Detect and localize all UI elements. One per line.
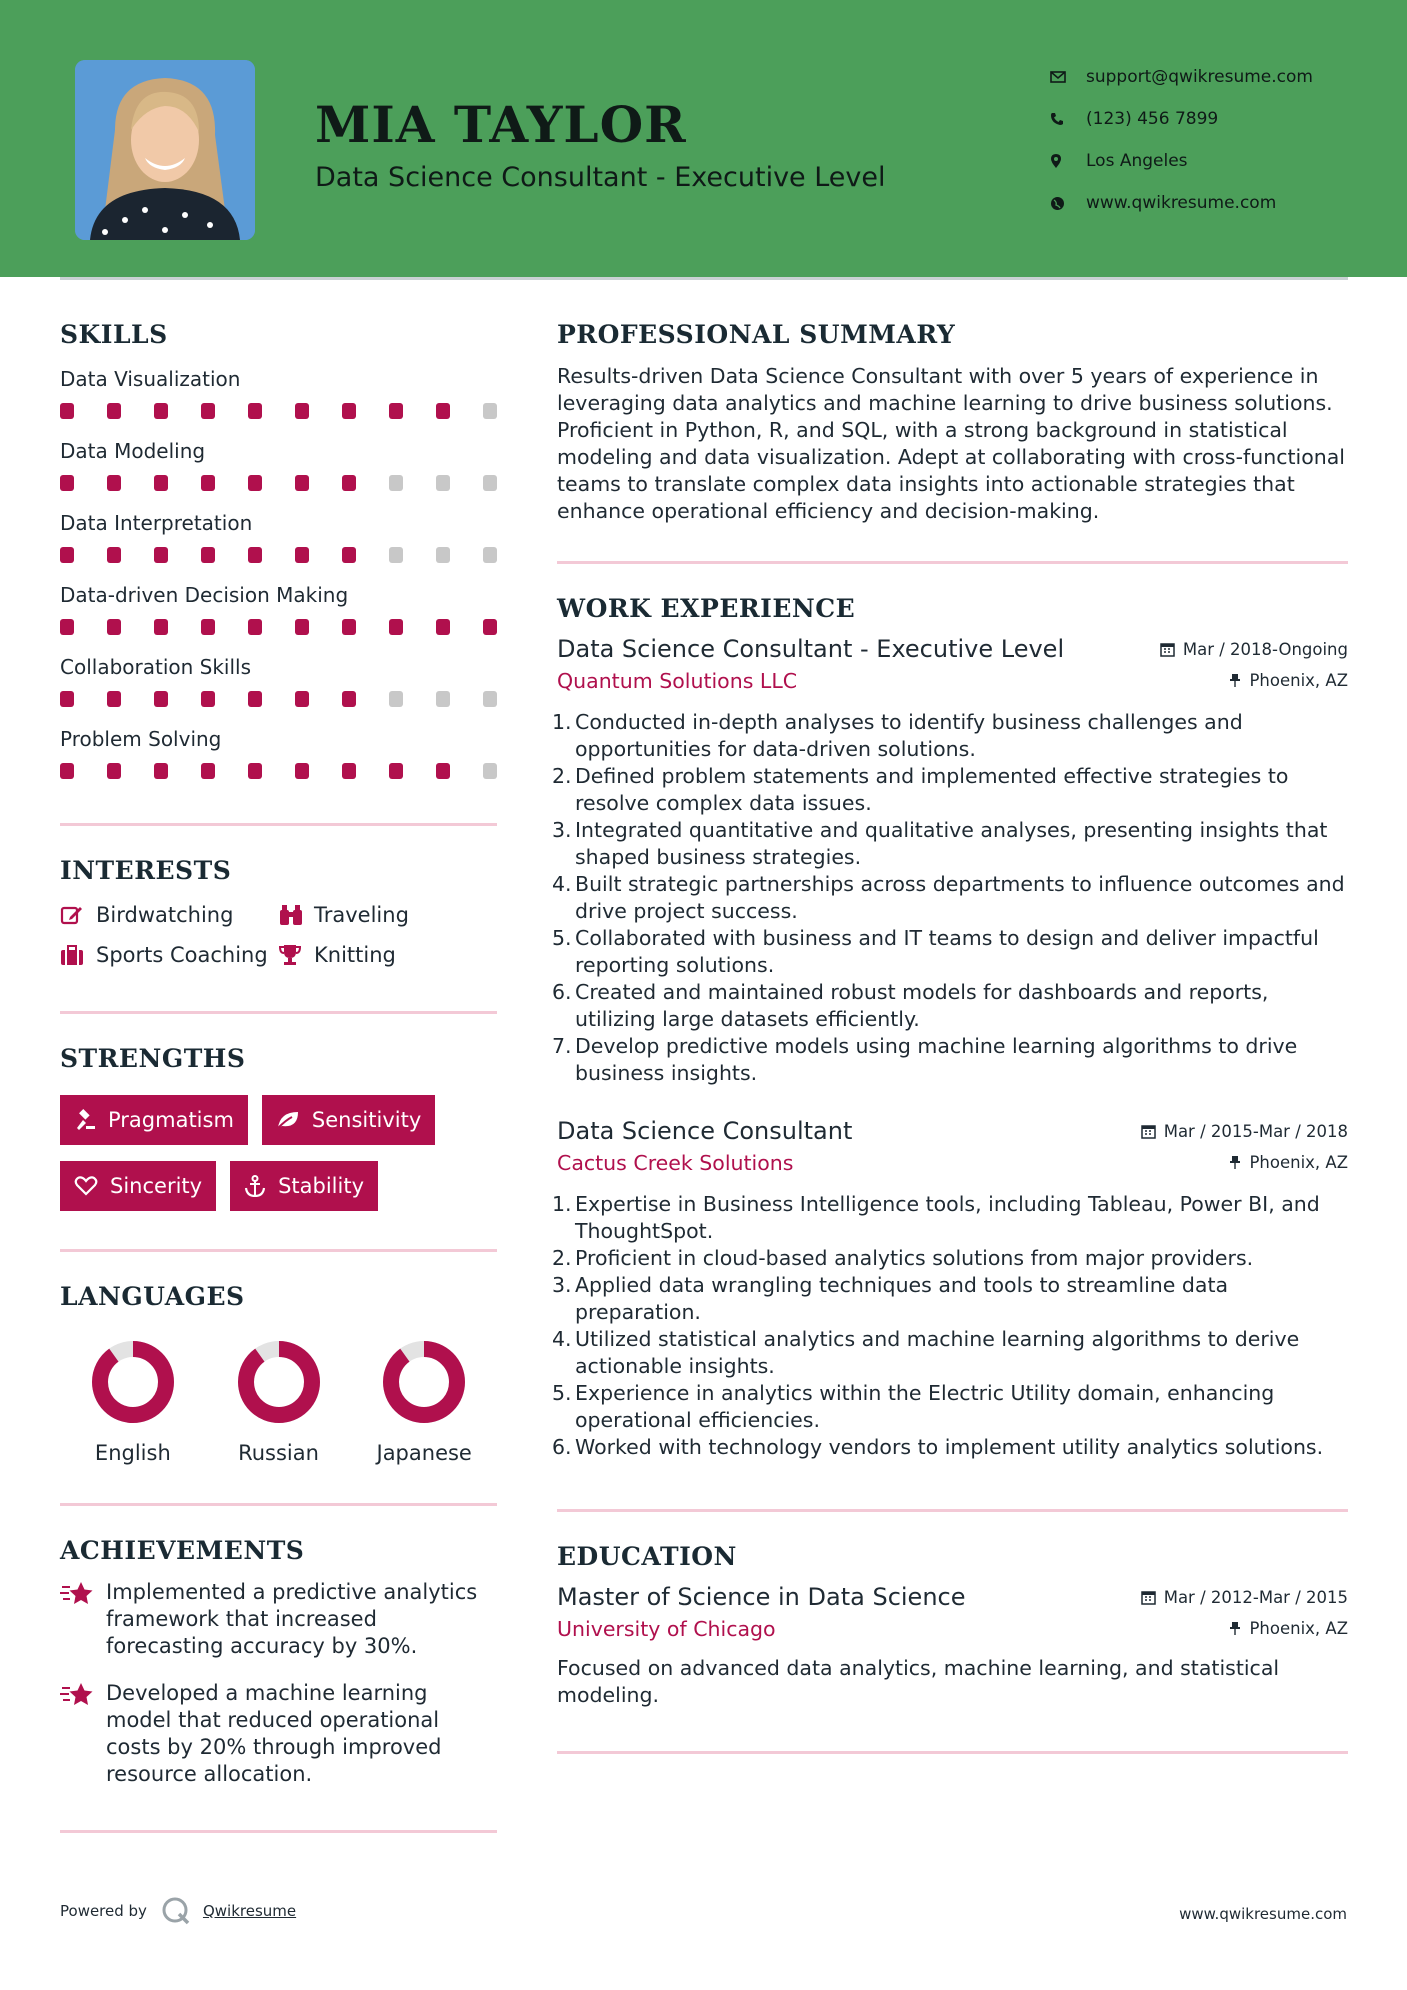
- job-location: [1229, 1153, 1348, 1172]
- list-item: [552, 871, 1348, 925]
- achievements-list: [60, 1579, 497, 1788]
- right-column: [552, 320, 1348, 1754]
- rating-dot-empty: [436, 475, 450, 491]
- job-bullets: [552, 709, 1348, 1087]
- rating-dot-filled: [295, 403, 309, 419]
- language-donut: [381, 1339, 467, 1425]
- school-name: University of Chicago: [557, 1617, 776, 1641]
- list-item: [552, 1272, 1348, 1326]
- skill-name: Data Visualization: [60, 367, 241, 391]
- education-location-text: Phoenix, AZ: [1249, 1619, 1348, 1638]
- contact-website-text: www.qwikresume.com: [1086, 193, 1277, 213]
- strength-label: Sensitivity: [311, 1108, 422, 1132]
- qwikresume-logo-icon: [161, 1896, 191, 1926]
- job-dates-text: Mar / 2015-Mar / 2018: [1163, 1122, 1348, 1141]
- skill-name: Collaboration Skills: [60, 655, 252, 679]
- rating-dot-filled: [248, 475, 262, 491]
- contact-location: [1050, 140, 1380, 182]
- job-bullets: [552, 1191, 1348, 1461]
- rating-dot-empty: [389, 475, 403, 491]
- rating-dot-filled: [107, 691, 121, 707]
- contact-website[interactable]: [1050, 182, 1380, 224]
- rating-dot-filled: [60, 691, 74, 707]
- left-column: [60, 320, 497, 1833]
- rating-dot-filled: [154, 763, 168, 779]
- powered-by-text: Powered by: [60, 1902, 147, 1920]
- skill-name: Data-driven Decision Making: [60, 583, 349, 607]
- contact-location-text: Los Angeles: [1086, 151, 1188, 171]
- interests-heading: INTERESTS: [60, 856, 232, 885]
- pin-icon: [1229, 1155, 1241, 1170]
- list-number: 3.: [552, 1273, 572, 1297]
- rating-dot-filled: [295, 691, 309, 707]
- rating-dot-filled: [436, 763, 450, 779]
- list-item-text: Utilized statistical analytics and machine learning algorithms to derive actionable insights.: [575, 1327, 1300, 1378]
- job-title: Data Science Consultant: [557, 1117, 853, 1145]
- job-entry: [552, 635, 1348, 1087]
- rating-dot-filled: [389, 763, 403, 779]
- rating-dot-filled: [436, 619, 450, 635]
- rating-dot-empty: [389, 547, 403, 563]
- language-item: [351, 1339, 497, 1465]
- rating-dot-filled: [295, 475, 309, 491]
- skill-rating: [60, 763, 497, 779]
- rating-dot-filled: [483, 619, 497, 635]
- candidate-name: MIA TAYLOR: [315, 95, 687, 154]
- rating-dot-filled: [201, 763, 215, 779]
- list-item-text: Develop predictive models using machine learning algorithms to drive business insights.: [575, 1034, 1298, 1085]
- rating-dot-filled: [60, 619, 74, 635]
- rating-dot-filled: [389, 403, 403, 419]
- list-number: 3.: [552, 818, 572, 842]
- language-donut: [236, 1339, 322, 1425]
- rating-dot-filled: [389, 619, 403, 635]
- rating-dot-filled: [107, 403, 121, 419]
- interest-item: [60, 943, 278, 967]
- list-number: 5.: [552, 1381, 572, 1405]
- binoculars-icon: [278, 904, 314, 926]
- rating-dot-empty: [483, 475, 497, 491]
- contact-email-text: support@qwikresume.com: [1086, 67, 1313, 87]
- list-item-text: Experience in analytics within the Electric Utility domain, enhancing operational efficiencies.: [575, 1381, 1275, 1432]
- achievement-item: [60, 1579, 497, 1660]
- summary-text: Results-driven Data Science Consultant with over 5 years of experience in leveraging data analytics and machine learning to drive business solutions. Proficient in Python, R, and SQL, with a strong background in statistical modeling and data visualization. Adept at collaborating with cross-functional teams to translate complex data insights into actionable strategies that enhance operational efficiency and decision-making.: [557, 364, 1345, 523]
- list-number: 7.: [552, 1034, 572, 1058]
- list-item-text: Worked with technology vendors to implement utility analytics solutions.: [575, 1435, 1324, 1459]
- donut-fill: [246, 1349, 312, 1415]
- interest-item: [278, 903, 497, 927]
- job-company-row: [557, 669, 1348, 693]
- list-number: 1.: [552, 1192, 572, 1216]
- skill-name: Problem Solving: [60, 727, 222, 751]
- achievement-item: [60, 1680, 497, 1788]
- company-name: Quantum Solutions LLC: [557, 669, 798, 693]
- profile-photo: [75, 60, 255, 240]
- rating-dot-filled: [154, 403, 168, 419]
- rating-dot-filled: [107, 547, 121, 563]
- rating-dot-filled: [201, 619, 215, 635]
- job-entry: [552, 1117, 1348, 1461]
- language-item: [60, 1339, 206, 1465]
- list-item: [552, 709, 1348, 763]
- skill-rating: [60, 547, 497, 563]
- experience-heading: WORK EXPERIENCE: [557, 594, 856, 623]
- education-dates-text: Mar / 2012-Mar / 2015: [1163, 1588, 1348, 1607]
- rating-dot-filled: [154, 619, 168, 635]
- interest-label: Knitting: [314, 943, 396, 967]
- rating-dot-empty: [436, 691, 450, 707]
- gavel-icon: [74, 1109, 96, 1131]
- section-divider: [60, 1011, 497, 1014]
- pin-icon: [1229, 1621, 1241, 1636]
- star-badge-icon: [60, 1680, 106, 1788]
- contact-phone-text: (123) 456 7899: [1086, 109, 1219, 129]
- education-school-row: [557, 1617, 1348, 1641]
- contact-email[interactable]: [1050, 56, 1380, 98]
- footer-website[interactable]: www.qwikresume.com: [1179, 1905, 1347, 1923]
- rating-dot-filled: [60, 403, 74, 419]
- list-item: [552, 979, 1348, 1033]
- rating-dot-filled: [248, 547, 262, 563]
- interest-item: [278, 943, 497, 967]
- skill-rating: [60, 619, 497, 635]
- job-location-text: Phoenix, AZ: [1249, 1153, 1348, 1172]
- list-number: 5.: [552, 926, 572, 950]
- job-dates: [1141, 1122, 1348, 1141]
- header-divider: [60, 277, 1348, 280]
- calendar-icon: [1141, 1590, 1156, 1605]
- calendar-icon: [1160, 642, 1175, 657]
- rating-dot-filled: [248, 763, 262, 779]
- footer-powered-by: [60, 1896, 296, 1926]
- rating-dot-filled: [201, 691, 215, 707]
- list-number: 6.: [552, 1435, 572, 1459]
- rating-dot-filled: [154, 475, 168, 491]
- job-dates: [1160, 640, 1348, 659]
- interest-label: Traveling: [314, 903, 409, 927]
- strength-label: Sincerity: [110, 1174, 203, 1198]
- degree-title: Master of Science in Data Science: [557, 1583, 966, 1611]
- list-number: 2.: [552, 1246, 572, 1270]
- briefcase-icon: [60, 944, 96, 966]
- language-item: [206, 1339, 352, 1465]
- strengths-list: [60, 1095, 497, 1211]
- rating-dot-filled: [342, 475, 356, 491]
- list-number: 6.: [552, 980, 572, 1004]
- list-item: [552, 763, 1348, 817]
- section-divider: [557, 561, 1348, 564]
- rating-dot-empty: [483, 403, 497, 419]
- jobs-list: [552, 635, 1348, 1461]
- job-company-row: [557, 1151, 1348, 1175]
- strengths-heading: STRENGTHS: [60, 1044, 246, 1073]
- list-item: [552, 1380, 1348, 1434]
- job-dates-text: Mar / 2018-Ongoing: [1182, 640, 1348, 659]
- rating-dot-empty: [436, 547, 450, 563]
- rating-dot-filled: [248, 619, 262, 635]
- education-location: [1229, 1619, 1348, 1638]
- language-name: Russian: [238, 1441, 319, 1465]
- skill-rating: [60, 691, 497, 707]
- rating-dot-filled: [107, 619, 121, 635]
- section-divider: [60, 1503, 497, 1506]
- rating-dot-filled: [295, 547, 309, 563]
- edit-icon: [60, 904, 96, 926]
- section-divider: [557, 1509, 1348, 1512]
- company-name: Cactus Creek Solutions: [557, 1151, 794, 1175]
- rating-dot-filled: [436, 403, 450, 419]
- heart-icon: [74, 1176, 98, 1196]
- rating-dot-filled: [248, 403, 262, 419]
- list-number: 4.: [552, 872, 572, 896]
- pin-icon: [1229, 673, 1241, 688]
- rating-dot-filled: [201, 547, 215, 563]
- skill-name: Data Interpretation: [60, 511, 253, 535]
- achievement-text: Implemented a predictive analytics framework that increased forecasting accuracy by 30%.: [106, 1580, 478, 1658]
- section-divider: [60, 1830, 497, 1833]
- list-item-text: Collaborated with business and IT teams to design and deliver impactful reporting solutions.: [575, 926, 1319, 977]
- education-dates: [1141, 1588, 1348, 1607]
- skills-list: [60, 367, 497, 779]
- list-item-text: Proficient in cloud-based analytics solutions from major providers.: [575, 1246, 1254, 1270]
- anchor-icon: [244, 1175, 266, 1197]
- list-item: [552, 925, 1348, 979]
- list-item: [552, 1033, 1348, 1087]
- rating-dot-filled: [154, 547, 168, 563]
- rating-dot-filled: [201, 403, 215, 419]
- rating-dot-filled: [60, 763, 74, 779]
- strength-tag: [230, 1161, 378, 1211]
- strength-tag: [60, 1161, 216, 1211]
- job-location-text: Phoenix, AZ: [1249, 671, 1348, 690]
- skill-name: Data Modeling: [60, 439, 206, 463]
- map-pin-icon: [1050, 153, 1086, 169]
- education-heading: EDUCATION: [557, 1542, 737, 1571]
- rating-dot-empty: [389, 691, 403, 707]
- globe-icon: [1050, 196, 1086, 211]
- job-location: [1229, 671, 1348, 690]
- strength-label: Stability: [278, 1174, 365, 1198]
- section-divider: [60, 823, 497, 826]
- rating-dot-empty: [483, 763, 497, 779]
- rating-dot-filled: [107, 475, 121, 491]
- list-number: 4.: [552, 1327, 572, 1351]
- education-row: [557, 1583, 1348, 1611]
- rating-dot-filled: [60, 475, 74, 491]
- contact-phone[interactable]: [1050, 98, 1380, 140]
- phone-icon: [1050, 112, 1086, 126]
- list-item: [552, 1191, 1348, 1245]
- list-item: [552, 1245, 1348, 1272]
- donut-fill: [100, 1349, 166, 1415]
- strength-tag: [60, 1095, 248, 1145]
- languages-list: [60, 1339, 497, 1465]
- rating-dot-filled: [60, 547, 74, 563]
- envelope-icon: [1050, 70, 1086, 84]
- candidate-role: Data Science Consultant - Executive Level: [315, 162, 886, 193]
- rating-dot-filled: [295, 619, 309, 635]
- list-item-text: Conducted in-depth analyses to identify business challenges and opportunities for data-driven solutions.: [575, 710, 1243, 761]
- rating-dot-filled: [342, 403, 356, 419]
- rating-dot-filled: [295, 763, 309, 779]
- brand-link[interactable]: Qwikresume: [202, 1902, 297, 1920]
- list-number: 2.: [552, 764, 572, 788]
- rating-dot-filled: [201, 475, 215, 491]
- portrait-image: [75, 60, 255, 240]
- calendar-icon: [1141, 1124, 1156, 1139]
- job-title-row: [557, 1117, 1348, 1145]
- list-item-text: Integrated quantitative and qualitative analyses, presenting insights that shaped business strategies.: [575, 818, 1328, 869]
- rating-dot-filled: [248, 691, 262, 707]
- interests-list: [60, 903, 497, 967]
- rating-dot-filled: [107, 763, 121, 779]
- achievement-text: Developed a machine learning model that reduced operational costs by 20% through improved resource allocation.: [106, 1681, 442, 1786]
- language-name: Japanese: [376, 1441, 472, 1465]
- trophy-icon: [278, 944, 314, 966]
- skills-heading: SKILLS: [60, 320, 168, 349]
- list-item-text: Defined problem statements and implemented effective strategies to resolve complex data issues.: [575, 764, 1289, 815]
- contact-list: [1050, 56, 1380, 224]
- rating-dot-filled: [342, 691, 356, 707]
- interest-label: Birdwatching: [96, 903, 234, 927]
- leaf-icon: [276, 1110, 300, 1130]
- summary-heading: PROFESSIONAL SUMMARY: [557, 320, 956, 349]
- section-divider: [557, 1751, 1348, 1754]
- rating-dot-filled: [342, 619, 356, 635]
- interest-item: [60, 903, 278, 927]
- education-description: Focused on advanced data analytics, machine learning, and statistical modeling.: [557, 1656, 1280, 1707]
- interest-label: Sports Coaching: [96, 943, 268, 967]
- job-title: Data Science Consultant - Executive Level: [557, 635, 1065, 663]
- list-item-text: Created and maintained robust models for dashboards and reports, utilizing large datasets efficiently.: [575, 980, 1269, 1031]
- achievements-heading: ACHIEVEMENTS: [60, 1536, 305, 1565]
- section-divider: [60, 1249, 497, 1252]
- language-donut: [90, 1339, 176, 1425]
- rating-dot-filled: [342, 763, 356, 779]
- star-badge-icon: [60, 1579, 106, 1660]
- rating-dot-empty: [483, 691, 497, 707]
- list-item: [552, 1434, 1348, 1461]
- list-number: 1.: [552, 710, 572, 734]
- skill-rating: [60, 475, 497, 491]
- list-item-text: Expertise in Business Intelligence tools, including Tableau, Power BI, and ThoughtSpot.: [575, 1192, 1320, 1243]
- header-banner: [0, 0, 1407, 277]
- strength-tag: [262, 1095, 435, 1145]
- list-item-text: Applied data wrangling techniques and tools to streamline data preparation.: [575, 1273, 1229, 1324]
- list-item: [552, 817, 1348, 871]
- rating-dot-empty: [483, 547, 497, 563]
- languages-heading: LANGUAGES: [60, 1282, 245, 1311]
- skill-rating: [60, 403, 497, 419]
- rating-dot-filled: [342, 547, 356, 563]
- list-item: [552, 1326, 1348, 1380]
- list-item-text: Built strategic partnerships across departments to influence outcomes and drive project success.: [575, 872, 1345, 923]
- strength-label: Pragmatism: [108, 1108, 234, 1132]
- donut-fill: [391, 1349, 457, 1415]
- language-name: English: [94, 1441, 171, 1465]
- job-title-row: [557, 635, 1348, 663]
- rating-dot-filled: [154, 691, 168, 707]
